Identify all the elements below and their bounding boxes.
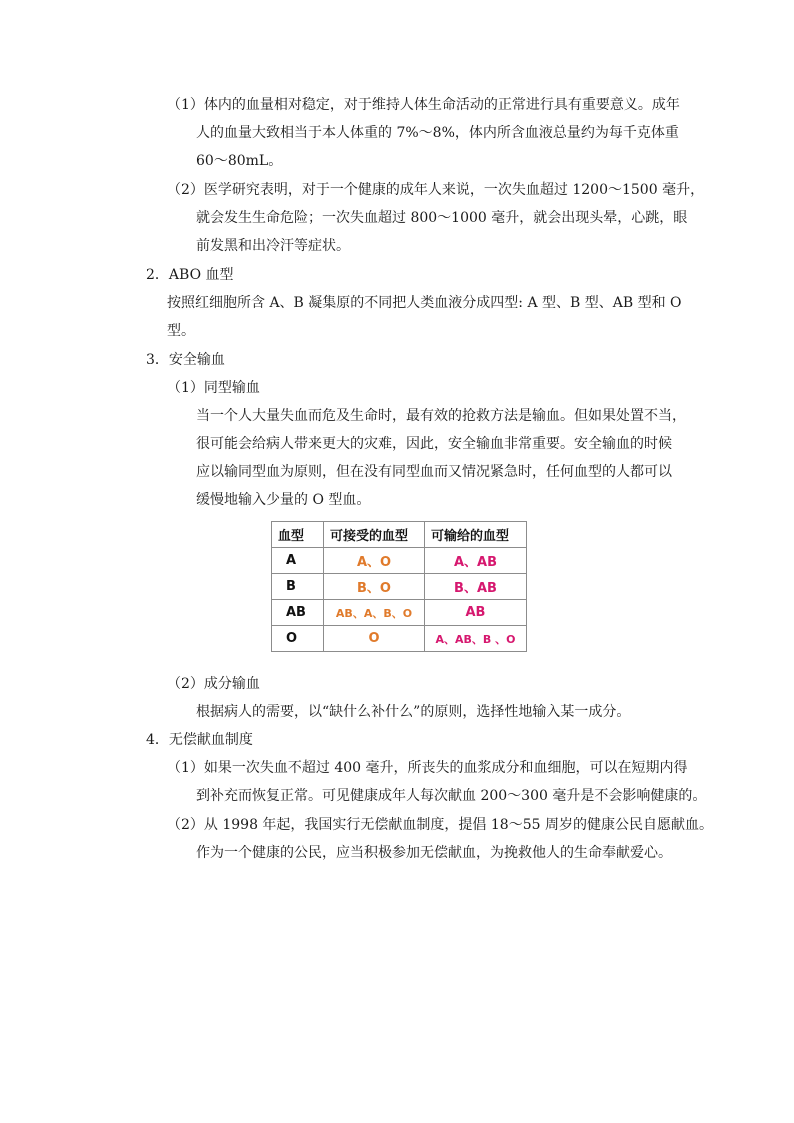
- table-row: [272, 626, 527, 652]
- section-3-para-1-line-4: 缓慢地输入少量的 O 型血。: [196, 492, 371, 508]
- section-2-line-2: 型。: [167, 323, 195, 339]
- section-3-sub-1: （1）同型输血: [167, 380, 260, 396]
- table-row: [272, 548, 527, 574]
- table-cell-give: B、AB: [425, 574, 527, 600]
- table-cell-type: O: [272, 626, 324, 652]
- section-3-heading: 3．安全输血: [146, 352, 225, 368]
- section-2-heading: 2．ABO 血型: [146, 267, 234, 283]
- section-4-para-1-line-1: （1）如果一次失血不超过 400 毫升，所丧失的血浆成分和血细胞，可以在短期内得: [167, 760, 688, 776]
- table-header-type: 血型: [272, 522, 324, 548]
- table-cell-type: A: [272, 548, 324, 574]
- table-cell-give: A、AB、B 、O: [425, 626, 527, 652]
- para-2-line-2: 就会发生生命危险；一次失血超过 800～1000 毫升，就会出现头晕，心跳，眼: [196, 210, 688, 226]
- section-2-line-1: 按照红细胞所含 A、B 凝集原的不同把人类血液分成四型: A 型、B 型、AB 型和 O: [167, 295, 682, 311]
- section-3-sub-2: （2）成分输血: [167, 676, 260, 692]
- para-1-line-1: （1）体内的血量相对稳定，对于维持人体生命活动的正常进行具有重要意义。成年: [167, 97, 680, 113]
- section-4-para-2-line-2: 作为一个健康的公民，应当积极参加无偿献血，为挽救他人的生命奉献爱心。: [196, 845, 672, 861]
- section-4-heading: 4．无偿献血制度: [146, 732, 253, 748]
- table-cell-receive: O: [324, 626, 425, 652]
- blood-type-table: [271, 521, 527, 652]
- table-header-give: 可输给的血型: [425, 522, 527, 548]
- table-cell-type: B: [272, 574, 324, 600]
- table-cell-type: AB: [272, 600, 324, 626]
- section-3-para-1-line-2: 很可能会给病人带来更大的灾难，因此，安全输血非常重要。安全输血的时候: [196, 436, 672, 452]
- table-cell-receive: A、O: [324, 548, 425, 574]
- table-cell-give: A、AB: [425, 548, 527, 574]
- table-cell-receive: B、O: [324, 574, 425, 600]
- table-header-receive: 可接受的血型: [324, 522, 425, 548]
- table-header-row: [272, 522, 527, 548]
- table-cell-give: AB: [425, 600, 527, 626]
- table-row: [272, 574, 527, 600]
- para-1-line-3: 60～80mL。: [196, 153, 283, 169]
- para-2-line-3: 前发黑和出冷汗等症状。: [196, 238, 350, 254]
- section-4-para-2-line-1: （2）从 1998 年起，我国实行无偿献血制度，提倡 18～55 周岁的健康公民自愿献血。: [167, 817, 713, 833]
- section-3-para-2-line-1: 根据病人的需要，以“缺什么补什么”的原则，选择性地输入某一成分。: [196, 704, 631, 720]
- section-4-para-1-line-2: 到补充而恢复正常。可见健康成年人每次献血 200～300 毫升是不会影响健康的。: [196, 788, 707, 804]
- table-row: [272, 600, 527, 626]
- para-1-line-2: 人的血量大致相当于本人体重的 7%～8%，体内所含血液总量约为每千克体重: [196, 125, 679, 141]
- section-3-para-1-line-3: 应以输同型血为原则，但在没有同型血而又情况紧急时，任何血型的人都可以: [196, 464, 672, 480]
- para-2-line-1: （2）医学研究表明，对于一个健康的成年人来说，一次失血超过 1200～1500 毫升，: [167, 182, 705, 198]
- section-3-para-1-line-1: 当一个人大量失血而危及生命时，最有效的抢救方法是输血。但如果处置不当，: [196, 408, 686, 424]
- table-cell-receive: AB、A、B、O: [324, 600, 425, 626]
